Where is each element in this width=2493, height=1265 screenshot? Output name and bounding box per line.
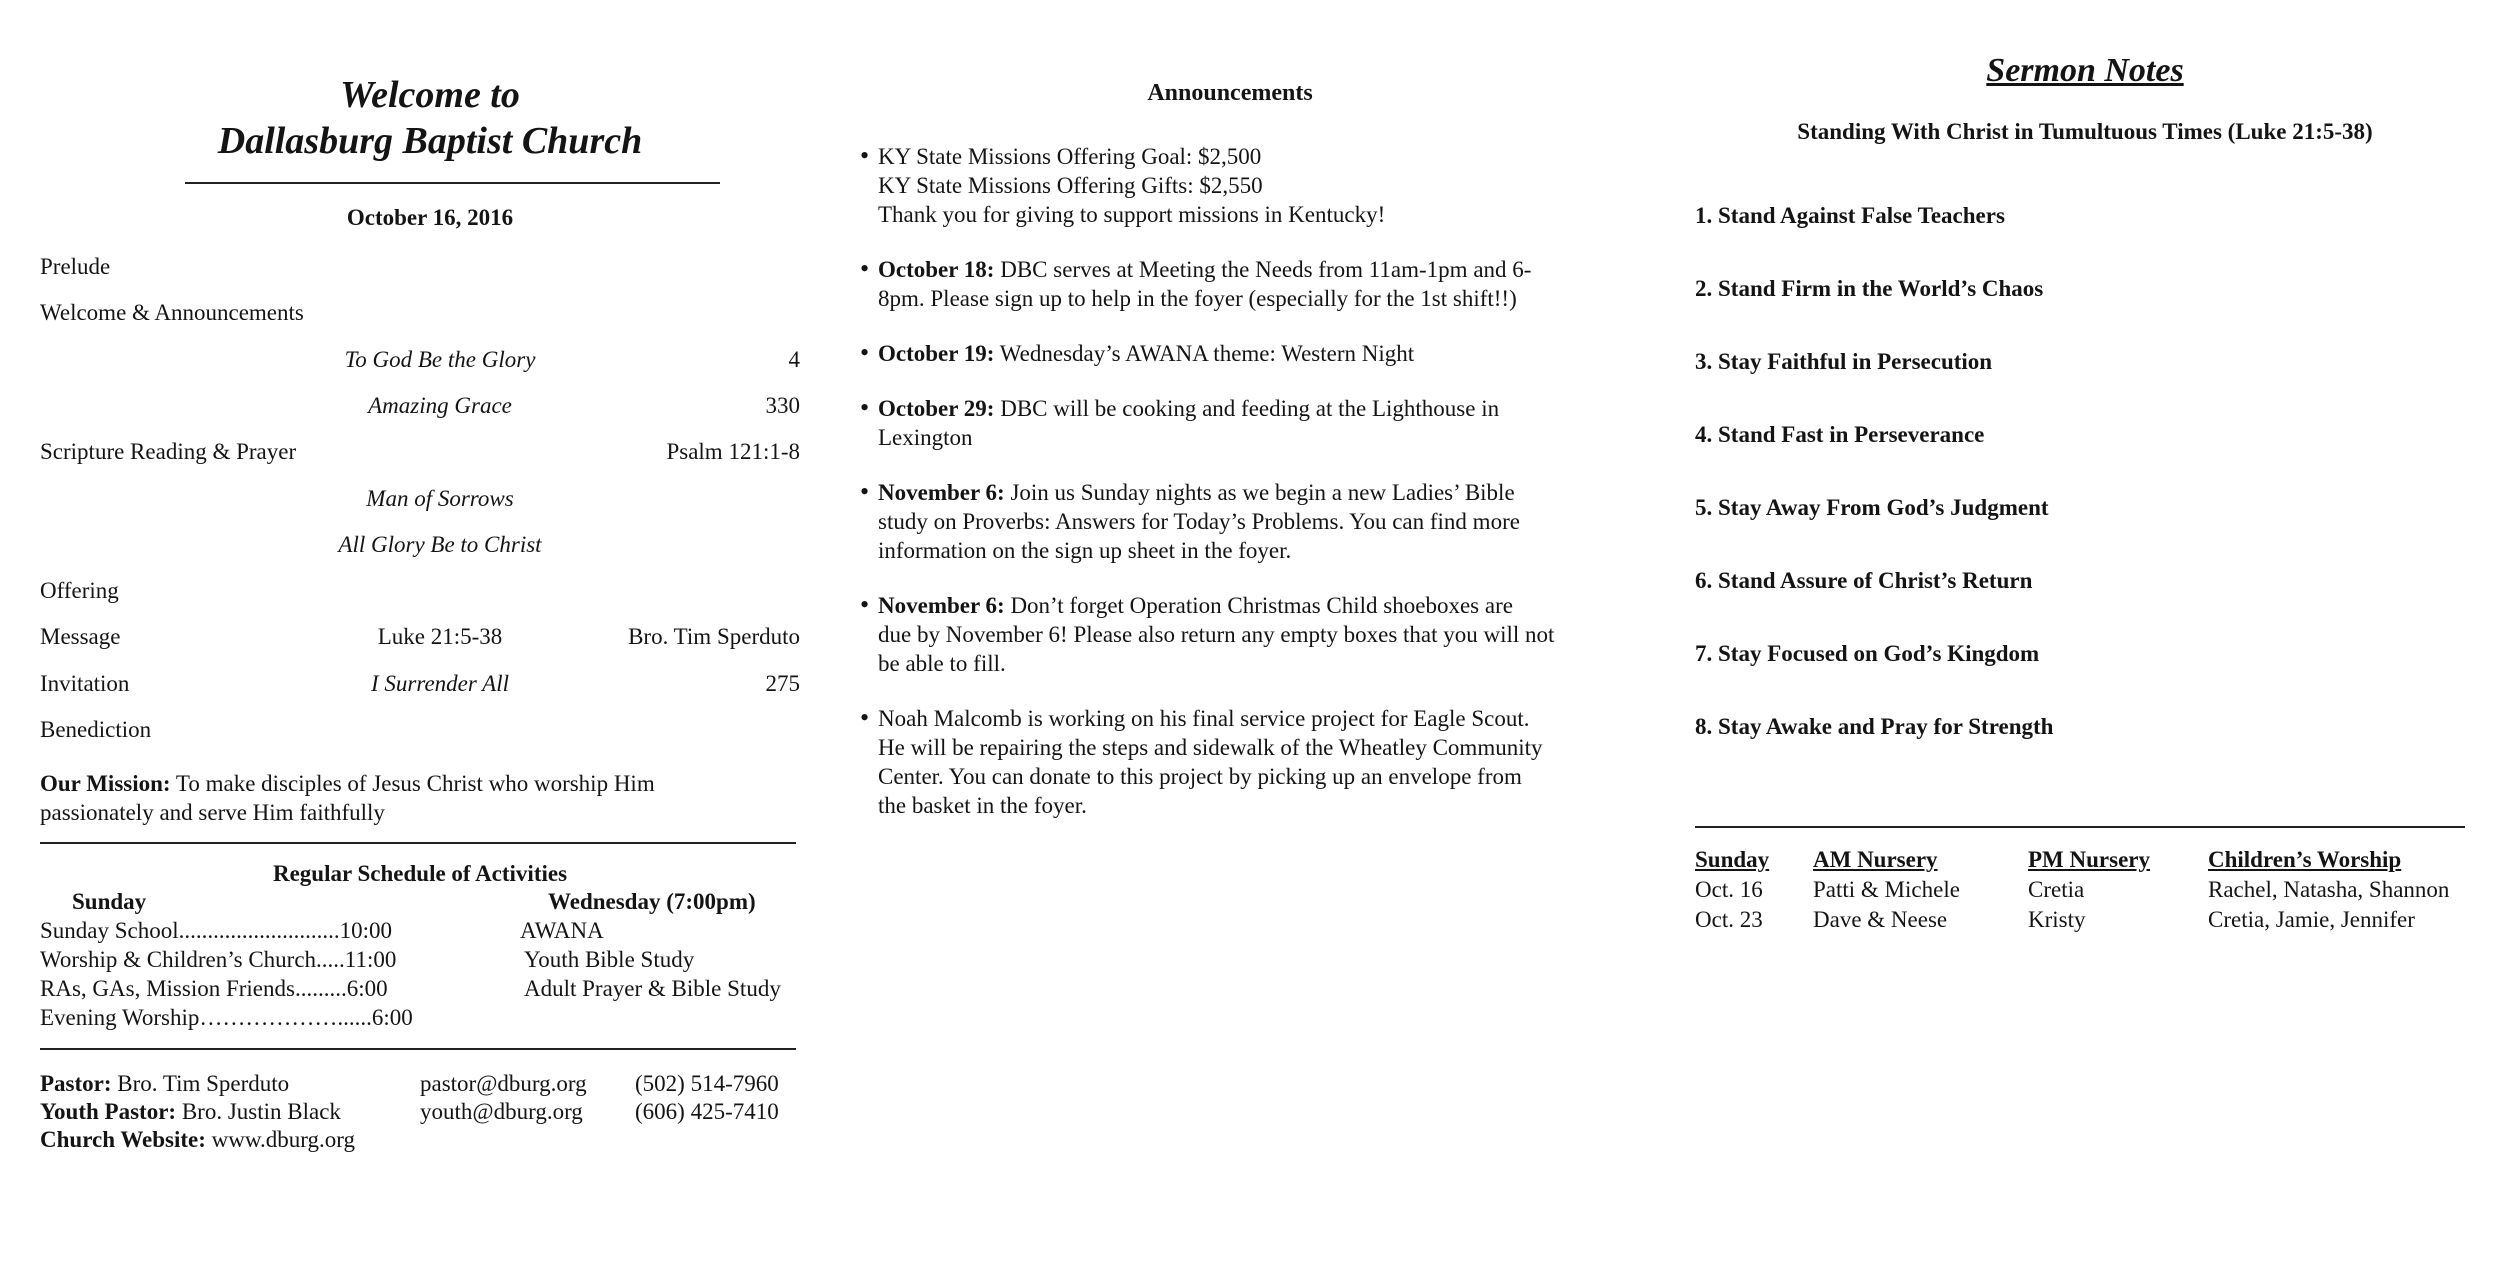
service-item xyxy=(40,299,800,329)
wednesday-schedule xyxy=(480,888,781,1004)
announcement-item xyxy=(860,394,1640,452)
service-date: October 16, 2016 xyxy=(346,205,514,230)
announcement-text: Wednesday’s AWANA theme: Western Night xyxy=(994,341,1415,366)
youth-name: Bro. Justin Black xyxy=(176,1099,341,1124)
sermon-point: 4. Stand Fast in Perseverance xyxy=(1695,422,1985,447)
announcement-text: Join us Sunday nights as we begin a new Ladies’ Bible xyxy=(1004,480,1515,505)
announcement-item xyxy=(860,704,1640,820)
service-item xyxy=(40,577,800,607)
nursery-cell: Oct. 16 xyxy=(1695,877,1763,902)
nursery-cell: Dave & Neese xyxy=(1813,907,1948,932)
schedule-heading: Regular Schedule of Activities xyxy=(272,861,568,886)
title-line-2: Dallasburg Baptist Church xyxy=(217,120,643,162)
announcement-item xyxy=(860,591,1640,678)
schedule-item: RAs, GAs, Mission Friends.........6:00 xyxy=(40,976,388,1001)
church-title xyxy=(40,72,820,164)
title-line-1: Welcome to xyxy=(340,74,520,116)
pastor-phone: (502) 514-7960 xyxy=(635,1071,779,1096)
title-divider xyxy=(185,182,720,184)
announcements-heading: Announcements xyxy=(1147,80,1313,106)
schedule-item: Sunday School............................10:00 xyxy=(40,918,393,943)
nursery-col-pm xyxy=(2028,846,2150,936)
service-item-left: Invitation xyxy=(40,670,130,696)
announcement-date: October 29: xyxy=(878,396,995,421)
service-item xyxy=(40,623,800,653)
announcement-date: November 6: xyxy=(878,593,1005,618)
header-childrens-worship: Children’s Worship xyxy=(2208,847,2402,872)
mission-divider xyxy=(40,842,796,844)
service-item-left: Scripture Reading & Prayer xyxy=(40,439,297,465)
announcement-text: 8pm. Please sign up to help in the foyer (especially for the 1st shift!!) xyxy=(878,286,1517,311)
mission-text-2: passionately and serve Him faithfully xyxy=(40,799,385,825)
announcement-text: KY State Missions Offering Gifts: $2,550 xyxy=(878,173,1263,198)
service-item xyxy=(40,392,800,422)
announcement-text: Center. You can donate to this project by picking up an envelope from xyxy=(878,764,1522,789)
announcement-text: He will be repairing the steps and sidewalk of the Wheatley Community xyxy=(878,735,1543,760)
service-item-right: 330 xyxy=(765,392,800,418)
announcement-item xyxy=(860,142,1640,229)
nursery-cell: Oct. 23 xyxy=(1695,907,1763,932)
header-am-nursery: AM Nursery xyxy=(1813,847,1938,872)
sermon-point: 1. Stand Against False Teachers xyxy=(1695,203,2005,228)
announcement-text: the basket in the foyer. xyxy=(878,793,1087,818)
announcement-text: information on the sign up sheet in the foyer. xyxy=(878,538,1292,563)
nursery-col-sunday xyxy=(1695,846,1769,936)
service-item xyxy=(40,716,800,746)
nursery-cell: Rachel, Natasha, Shannon xyxy=(2208,877,2450,902)
schedule-item: Youth Bible Study xyxy=(524,947,695,972)
announcement-item xyxy=(860,478,1640,565)
schedule-item: Evening Worship………………......6:00 xyxy=(40,1005,413,1030)
service-item-right: Bro. Tim Sperduto xyxy=(628,624,800,650)
service-item xyxy=(40,670,800,700)
announcement-item xyxy=(860,339,1640,368)
sermon-point: 2. Stand Firm in the World’s Chaos xyxy=(1695,276,2044,301)
announcement-text: Thank you for giving to support missions in Kentucky! xyxy=(878,202,1386,227)
header-pm-nursery: PM Nursery xyxy=(2028,847,2150,872)
service-item xyxy=(40,485,800,515)
announcement-date: November 6: xyxy=(878,480,1005,505)
service-item-mid: Man of Sorrows xyxy=(366,485,514,511)
sermon-point: 6. Stand Assure of Christ’s Return xyxy=(1695,568,2033,593)
youth-label: Youth Pastor: xyxy=(40,1099,177,1124)
service-item-mid: Amazing Grace xyxy=(368,392,512,418)
wednesday-heading: Wednesday (7:00pm) xyxy=(548,889,756,914)
sermon-subtitle: Standing With Christ in Tumultuous Times (Luke 21:5-38) xyxy=(1797,119,2373,144)
sermon-point: 5. Stay Away From God’s Judgment xyxy=(1695,495,2049,520)
mission-label: Our Mission: xyxy=(40,771,171,796)
pastor-name: Bro. Tim Sperduto xyxy=(111,1071,290,1096)
website-label: Church Website: xyxy=(40,1127,206,1152)
service-item-left: Welcome & Announcements xyxy=(40,300,304,326)
youth-pastor-line xyxy=(40,1098,341,1127)
sermon-point: 3. Stay Faithful in Persecution xyxy=(1695,349,1993,374)
nursery-cell: Patti & Michele xyxy=(1813,877,1960,902)
schedule-item: Worship & Children’s Church.....11:00 xyxy=(40,947,397,972)
service-item-left: Prelude xyxy=(40,254,111,279)
service-item-mid: I Surrender All xyxy=(371,670,509,696)
announcement-text: study on Proverbs: Answers for Today’s Problems. You can find more xyxy=(878,509,1520,534)
announcement-text: DBC will be cooking and feeding at the Lighthouse in xyxy=(994,396,1500,421)
website-line xyxy=(40,1126,355,1155)
sermon-heading: Sermon Notes xyxy=(1986,52,2184,89)
service-item-mid: Luke 21:5-38 xyxy=(377,624,503,650)
announcement-date: October 19: xyxy=(878,341,995,366)
nursery-cell: Cretia xyxy=(2028,877,2085,902)
announcement-item xyxy=(860,255,1640,313)
service-item-right: Psalm 121:1-8 xyxy=(666,439,800,465)
service-item xyxy=(40,438,800,468)
service-item xyxy=(40,346,800,376)
announcement-text: due by November 6! Please also return any empty boxes that you will not xyxy=(878,622,1555,647)
service-item-mid: All Glory Be to Christ xyxy=(338,531,542,557)
service-item xyxy=(40,253,800,283)
sermon-point: 8. Stay Awake and Pray for Strength xyxy=(1695,714,2054,739)
announcement-text: Don’t forget Operation Christmas Child shoeboxes are xyxy=(1004,593,1513,618)
schedule-item: Adult Prayer & Bible Study xyxy=(524,976,781,1001)
sunday-schedule xyxy=(40,888,413,1033)
sermon-point: 7. Stay Focused on God’s Kingdom xyxy=(1695,641,2040,666)
mission-text-1: To make disciples of Jesus Christ who worship Him xyxy=(170,771,655,796)
mission-statement xyxy=(40,770,800,828)
schedule-divider xyxy=(40,1048,796,1050)
nursery-col-am xyxy=(1813,846,1960,936)
announcements-list xyxy=(860,142,1640,846)
header-sunday: Sunday xyxy=(1695,847,1770,872)
pastor-label: Pastor: xyxy=(40,1071,112,1096)
announcement-text: be able to fill. xyxy=(878,651,1006,676)
announcement-text: KY State Missions Offering Goal: $2,500 xyxy=(878,144,1262,169)
announcement-text: Lexington xyxy=(878,425,973,450)
service-item-left: Benediction xyxy=(40,717,152,742)
service-item-left: Offering xyxy=(40,578,119,604)
service-item-mid: To God Be the Glory xyxy=(344,346,536,372)
sunday-heading: Sunday xyxy=(72,889,147,914)
nursery-col-childrens xyxy=(2208,846,2449,936)
service-item-left: Message xyxy=(40,624,121,650)
announcement-date: October 18: xyxy=(878,257,995,282)
announcement-text: DBC serves at Meeting the Needs from 11am-1pm and 6- xyxy=(994,257,1532,282)
nursery-cell: Cretia, Jamie, Jennifer xyxy=(2208,907,2415,932)
website-url[interactable]: www.dburg.org xyxy=(205,1127,355,1152)
service-item-right: 4 xyxy=(788,346,800,372)
pastor-line xyxy=(40,1070,289,1099)
announcement-text: Noah Malcomb is working on his final service project for Eagle Scout. xyxy=(878,706,1530,731)
youth-phone: (606) 425-7410 xyxy=(635,1099,779,1124)
service-item-right: 275 xyxy=(765,670,800,696)
pastor-email: pastor@dburg.org xyxy=(420,1071,587,1096)
nursery-divider xyxy=(1695,826,2465,828)
service-item xyxy=(40,531,800,561)
schedule-item: AWANA xyxy=(520,918,604,943)
nursery-cell: Kristy xyxy=(2028,907,2086,932)
youth-email: youth@dburg.org xyxy=(420,1099,583,1124)
